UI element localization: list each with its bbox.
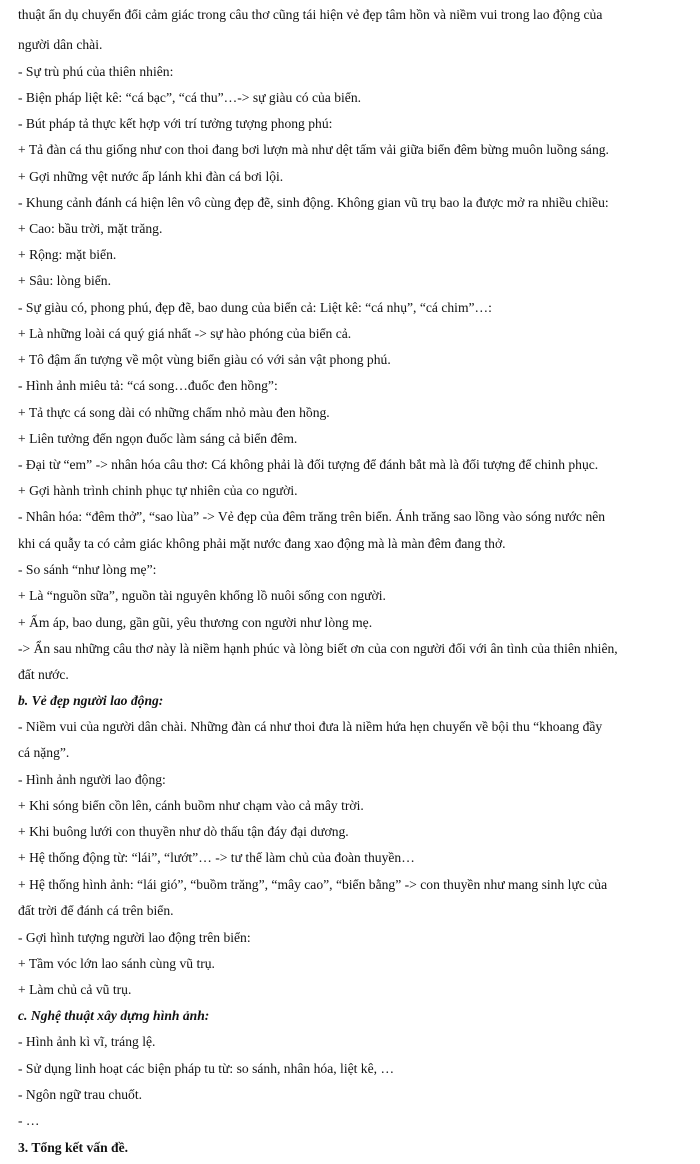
text-line: + Ấm áp, bao dung, gần gũi, yêu thương con người như lòng mẹ.: [18, 615, 373, 630]
text-line: - Đại từ “em” -> nhân hóa câu thơ: Cá không phải là đối tượng để đánh bắt mà là đối tượng để chinh phục.: [18, 457, 599, 472]
section-heading: c. Nghệ thuật xây dựng hình ảnh:: [18, 1008, 210, 1023]
text-line: người dân chài.: [18, 37, 103, 52]
text-line: cá nặng”.: [18, 745, 70, 760]
text-line: - Sự giàu có, phong phú, đẹp đẽ, bao dung của biển cả: Liệt kê: “cá nhụ”, “cá chim”…:: [18, 300, 492, 315]
text-line: + Hệ thống hình ảnh: “lái gió”, “buồm trăng”, “mây cao”, “biển bằng” -> con thuyền như mang sinh lực của: [18, 877, 608, 892]
text-line: + Tầm vóc lớn lao sánh cùng vũ trụ.: [18, 956, 215, 971]
text-line: + Tả thực cá song dài có những chấm nhỏ màu đen hồng.: [18, 405, 330, 420]
text-line: + Tả đàn cá thu giống như con thoi đang bơi lượn mà như dệt tấm vải giữa biển đêm bừng muôn luồng sáng.: [18, 142, 609, 157]
text-line: - Niềm vui của người dân chài. Những đàn cá như thoi đưa là niềm hứa hẹn chuyến về bội thu “khoang đầy: [18, 719, 603, 734]
text-line: đất trời để đánh cá trên biển.: [18, 903, 174, 918]
text-line: - Biện pháp liệt kê: “cá bạc”, “cá thu”…-> sự giàu có của biển.: [18, 90, 362, 105]
text-line: + Tô đậm ấn tượng về một vùng biển giàu có với sản vật phong phú.: [18, 352, 391, 367]
text-line: - Hình ảnh người lao động:: [18, 772, 166, 787]
text-line: - …: [18, 1113, 40, 1128]
text-line: + Liên tưởng đến ngọn đuốc làm sáng cả biển đêm.: [18, 431, 298, 446]
text-line: - Bút pháp tả thực kết hợp với trí tưởng tượng phong phú:: [18, 116, 333, 131]
text-line: + Gợi những vệt nước ấp lánh khi đàn cá bơi lội.: [18, 169, 284, 184]
section-heading: b. Vẻ đẹp người lao động:: [18, 693, 164, 708]
text-line: - Sử dụng linh hoạt các biện pháp tu từ: so sánh, nhân hóa, liệt kê, …: [18, 1061, 395, 1076]
text-line: + Sâu: lòng biển.: [18, 273, 111, 288]
text-line: - Nhân hóa: “đêm thở”, “sao lùa” -> Vẻ đẹp của đêm trăng trên biển. Ánh trăng sao lồng vào sóng nước nên: [18, 509, 606, 524]
text-line: - Hình ảnh miêu tả: “cá song…đuốc đen hồng”:: [18, 378, 278, 393]
text-line: + Khi sóng biển cồn lên, cánh buồm như chạm vào cả mây trời.: [18, 798, 364, 813]
text-line: - Gợi hình tượng người lao động trên biển:: [18, 930, 251, 945]
text-line: đất nước.: [18, 667, 69, 682]
section-title: 3. Tổng kết vấn đề.: [18, 1140, 129, 1155]
text-line: + Gợi hành trình chinh phục tự nhiên của co người.: [18, 483, 298, 498]
text-line: - So sánh “như lòng mẹ”:: [18, 562, 157, 577]
text-line: + Khi buông lưới con thuyền như dò thấu tận đáy đại dương.: [18, 824, 349, 839]
text-line: + Rộng: mặt biển.: [18, 247, 117, 262]
text-line: + Cao: bầu trời, mặt trăng.: [18, 221, 163, 236]
text-line: + Là những loài cá quý giá nhất -> sự hào phóng của biển cả.: [18, 326, 352, 341]
text-line: - Hình ảnh kì vĩ, tráng lệ.: [18, 1034, 156, 1049]
text-line: + Là “nguồn sữa”, nguồn tài nguyên khổng lồ nuôi sống con người.: [18, 588, 386, 603]
text-line: thuật ẩn dụ chuyển đổi cảm giác trong câu thơ cũng tái hiện vẻ đẹp tâm hồn và niềm vui trong lao động của: [18, 7, 603, 22]
text-line: khi cá quẫy ta có cảm giác không phải mặt nước đang xao động mà là màn đêm đang thở.: [18, 536, 506, 551]
text-line: - Ngôn ngữ trau chuốt.: [18, 1087, 143, 1102]
text-line: - Sự trù phú của thiên nhiên:: [18, 64, 174, 79]
text-line: - Khung cảnh đánh cá hiện lên vô cùng đẹp đẽ, sinh động. Không gian vũ trụ bao la được mở ra nhiều chiều:: [18, 195, 609, 210]
text-line: -> Ẩn sau những câu thơ này là niềm hạnh phúc và lòng biết ơn của con người đối với ân tình của thiên nhiên,: [18, 641, 618, 656]
text-line: + Làm chủ cả vũ trụ.: [18, 982, 132, 997]
text-line: + Hệ thống động từ: “lái”, “lướt”… -> tư thế làm chủ của đoàn thuyền…: [18, 850, 415, 865]
